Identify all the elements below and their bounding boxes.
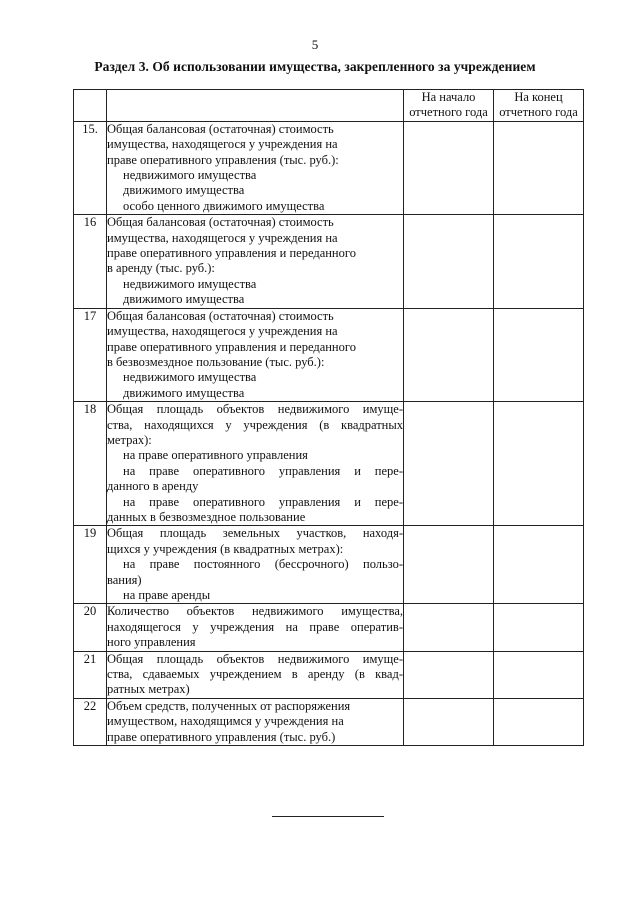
description-line: имущества, находящегося у учреждения на	[107, 324, 338, 339]
description-line: движимого имущества	[123, 385, 245, 400]
table-row	[74, 604, 584, 651]
start-of-year-value[interactable]	[404, 604, 494, 651]
row-number: 21	[74, 651, 107, 698]
row-number: 20	[74, 604, 107, 651]
page-number: 5	[311, 37, 319, 52]
table-row	[74, 215, 584, 308]
description-line: метрах):	[107, 432, 152, 447]
description-line: Общая балансовая (остаточная) стоимость	[107, 215, 334, 230]
property-usage-table	[73, 89, 584, 746]
start-of-year-value[interactable]	[404, 698, 494, 745]
end-of-year-value[interactable]	[494, 651, 584, 698]
description-line: имуществом, находящимся у учреждения на	[107, 714, 344, 729]
header-start-of-year: На начало отчетного года	[404, 90, 494, 122]
end-of-year-value[interactable]	[494, 402, 584, 526]
header-row	[74, 90, 584, 122]
section-title: Раздел 3. Об использовании имущества, закрепленного за учреждением	[94, 59, 536, 74]
description-line: находящегося у учреждения на праве оператив-	[107, 619, 403, 634]
start-of-year-value[interactable]	[404, 402, 494, 526]
description-line: вания)	[107, 572, 142, 587]
description-line: на праве оперативного управления и пере-	[123, 494, 403, 509]
description-line: ства, сдаваемых учреждением в аренду (в квад-	[107, 667, 403, 682]
description-line: Общая площадь земельных участков, находя-	[107, 526, 403, 541]
description-line: Общая балансовая (остаточная) стоимость	[107, 308, 334, 323]
description-line: данных в безвозмездное пользование	[107, 509, 306, 524]
start-of-year-value[interactable]	[404, 121, 494, 214]
indicator-description	[107, 698, 404, 745]
header-number-cell	[74, 90, 107, 122]
end-of-year-value[interactable]	[494, 308, 584, 401]
table-header	[74, 90, 584, 122]
description-line: праве оперативного управления (тыс. руб.):	[107, 152, 339, 167]
description-line: Общая площадь объектов недвижимого имуще-	[107, 651, 403, 666]
description-line: ства, находящихся у учреждения (в квадратных	[107, 417, 403, 432]
row-number: 19	[74, 526, 107, 604]
description-line: недвижимого имущества	[123, 370, 257, 385]
description-line: в аренду (тыс. руб.):	[107, 261, 215, 276]
description-line: данного в аренду	[107, 479, 199, 494]
description-line: имущества, находящегося у учреждения на	[107, 230, 338, 245]
table-body	[74, 121, 584, 745]
indicator-description	[107, 308, 404, 401]
row-number: 22	[74, 698, 107, 745]
indicator-description	[107, 215, 404, 308]
start-of-year-value[interactable]	[404, 308, 494, 401]
indicator-description	[107, 604, 404, 651]
description-line: Общая площадь объектов недвижимого имуще-	[107, 402, 403, 417]
description-line: движимого имущества	[123, 292, 245, 307]
row-number: 18	[74, 402, 107, 526]
indicator-description	[107, 651, 404, 698]
start-of-year-value[interactable]	[404, 215, 494, 308]
description-line: в безвозмездное пользование (тыс. руб.):	[107, 354, 325, 369]
description-line: праве оперативного управления и переданного	[107, 246, 356, 261]
description-line: праве оперативного управления (тыс. руб.)	[107, 729, 336, 744]
end-of-year-value[interactable]	[494, 604, 584, 651]
indicator-description	[107, 526, 404, 604]
table-row	[74, 698, 584, 745]
description-line: праве оперативного управления и переданного	[107, 339, 356, 354]
end-of-year-value[interactable]	[494, 698, 584, 745]
table-row	[74, 651, 584, 698]
bottom-divider	[272, 816, 384, 817]
indicator-description	[107, 402, 404, 526]
table-row	[74, 308, 584, 401]
description-line: Общая балансовая (остаточная) стоимость	[107, 121, 334, 136]
header-end-of-year: На конец отчетного года	[494, 90, 584, 122]
description-line: особо ценного движимого имущества	[123, 198, 325, 213]
table-row	[74, 121, 584, 214]
description-line: на праве оперативного управления и пере-	[123, 463, 403, 478]
description-line: недвижимого имущества	[123, 276, 257, 291]
description-line: на праве постоянного (бессрочного) пользо-	[123, 557, 403, 572]
table-row	[74, 526, 584, 604]
row-number: 15.	[74, 121, 107, 214]
row-number: 16	[74, 215, 107, 308]
row-number: 17	[74, 308, 107, 401]
description-line: на праве аренды	[123, 588, 211, 602]
end-of-year-value[interactable]	[494, 121, 584, 214]
description-line: ного управления	[107, 635, 196, 650]
start-of-year-value[interactable]	[404, 526, 494, 604]
table-row	[74, 402, 584, 526]
header-indicator-cell	[107, 90, 404, 122]
end-of-year-value[interactable]	[494, 215, 584, 308]
description-line: недвижимого имущества	[123, 168, 257, 183]
description-line: Объем средств, полученных от распоряжения	[107, 698, 351, 713]
description-line: Количество объектов недвижимого имущества,	[107, 604, 403, 619]
description-line: ратных метрах)	[107, 682, 190, 697]
description-line: на праве оперативного управления	[123, 448, 308, 463]
description-line: движимого имущества	[123, 183, 245, 198]
description-line: имущества, находящегося у учреждения на	[107, 137, 338, 152]
start-of-year-value[interactable]	[404, 651, 494, 698]
end-of-year-value[interactable]	[494, 526, 584, 604]
indicator-description	[107, 121, 404, 214]
description-line: щихся у учреждения (в квадратных метрах):	[107, 541, 344, 556]
